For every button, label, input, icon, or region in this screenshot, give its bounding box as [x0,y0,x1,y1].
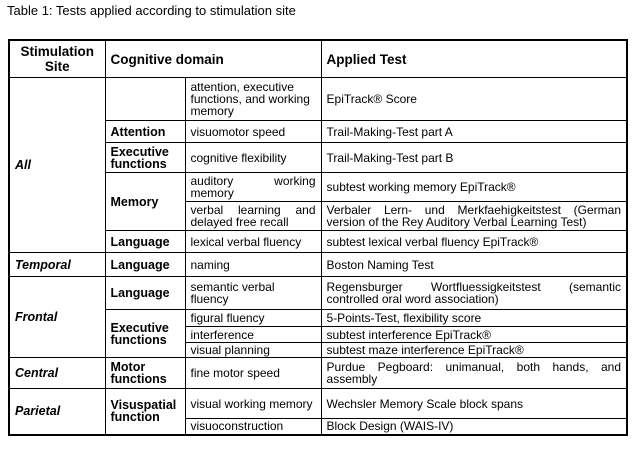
subdomain-cell: semantic verbal fluency [185,277,321,310]
test-cell: 5-Points-Test, flexibility score [321,310,627,327]
table-row [9,277,627,310]
table-row [9,253,627,277]
subdomain-cell: lexical verbal fluency [185,231,321,253]
header-stimulation-site: Stimulation Site [9,40,105,78]
test-cell: subtest maze interference EpiTrack® [321,343,627,358]
subdomain-cell: interference [185,327,321,343]
test-cell: subtest interference EpiTrack® [321,327,627,343]
subdomain-cell: verbal learning and delayed free recall [185,202,321,231]
site-cell-parietal: Parietal [9,389,105,435]
domain-cell: Attention [105,121,185,143]
domain-cell: Memory [105,173,185,231]
subdomain-cell: cognitive flexibility [185,143,321,173]
subdomain-cell: auditory working memory [185,173,321,202]
site-cell-frontal: Frontal [9,277,105,358]
domain-cell: Language [105,277,185,310]
tests-table [8,39,628,436]
header-row [9,40,627,78]
table-caption: Table 1: Tests applied according to stimulation site [7,3,296,18]
domain-cell: Motor functions [105,358,185,389]
subdomain-cell: visual planning [185,343,321,358]
domain-cell [105,78,185,121]
subdomain-cell: attention, executive functions, and working memory [185,78,321,121]
table-row [9,389,627,419]
test-cell: Trail-Making-Test part B [321,143,627,173]
subdomain-cell: fine motor speed [185,358,321,389]
test-cell: Purdue Pegboard: unimanual, both hands, and assembly [321,358,627,389]
table-row [9,358,627,389]
test-cell: EpiTrack® Score [321,78,627,121]
site-cell-all: All [9,78,105,253]
test-cell: Regensburger Wortfluessigkeitstest (semantic controlled oral word association) [321,277,627,310]
subdomain-cell: visuomotor speed [185,121,321,143]
domain-cell: Language [105,253,185,277]
table-row [9,78,627,121]
test-cell: Wechsler Memory Scale block spans [321,389,627,419]
test-cell: Verbaler Lern- und Merkfaehigkeitstest (German version of the Rey Auditory Verbal Learning Test) [321,202,627,231]
domain-cell: Visuspatial function [105,389,185,435]
test-cell: Boston Naming Test [321,253,627,277]
header-cognitive-domain: Cognitive domain [105,40,321,78]
subdomain-cell: visuoconstruction [185,419,321,435]
site-cell-central: Central [9,358,105,389]
header-applied-test: Applied Test [321,40,627,78]
subdomain-cell: figural fluency [185,310,321,327]
site-cell-temporal: Temporal [9,253,105,277]
domain-cell: Executive functions [105,310,185,358]
domain-cell: Language [105,231,185,253]
subdomain-cell: naming [185,253,321,277]
test-cell: subtest working memory EpiTrack® [321,173,627,202]
test-cell: Trail-Making-Test part A [321,121,627,143]
test-cell: subtest lexical verbal fluency EpiTrack® [321,231,627,253]
test-cell: Block Design (WAIS-IV) [321,419,627,435]
domain-cell: Executive functions [105,143,185,173]
subdomain-cell: visual working memory [185,389,321,419]
